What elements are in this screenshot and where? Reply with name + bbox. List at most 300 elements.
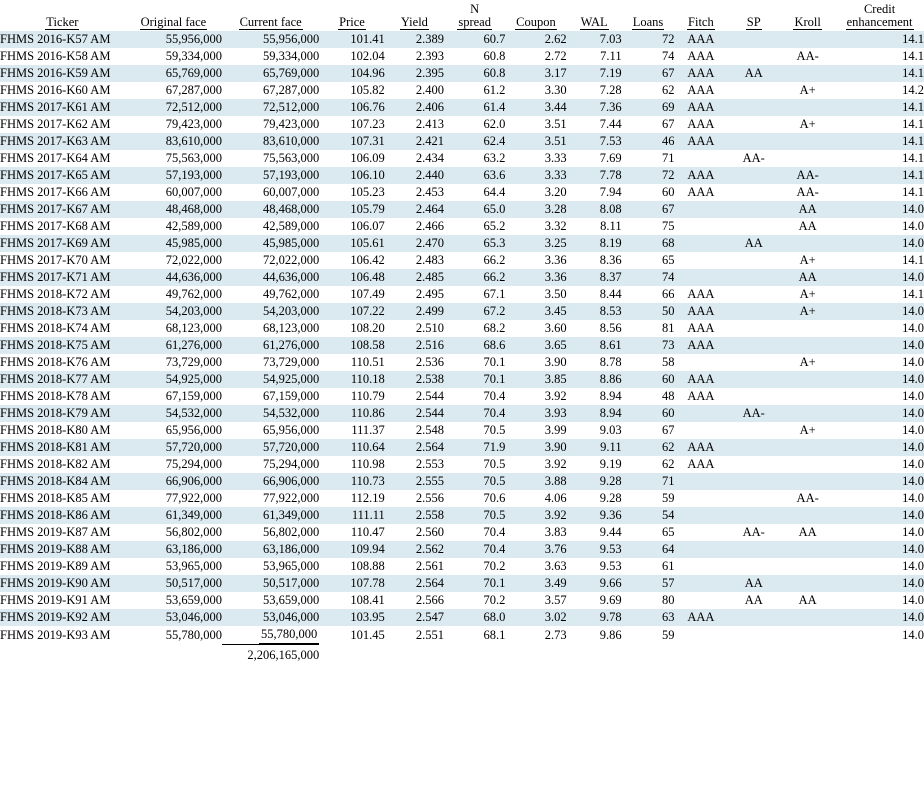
cell-original-face: 67,287,000 — [125, 82, 222, 99]
cell-sp — [727, 48, 780, 65]
cell-wal: 7.44 — [567, 116, 622, 133]
cell-sp — [727, 507, 780, 524]
cell-credit-enhancement: 14.1 — [835, 31, 924, 48]
cell-sp — [727, 201, 780, 218]
cell-yield: 2.440 — [385, 167, 444, 184]
cell-wal: 9.03 — [567, 422, 622, 439]
table-row[interactable] — [0, 235, 924, 252]
cell-loans: 65 — [622, 524, 675, 541]
total-spacer-original-face — [125, 645, 222, 666]
cell-current-face: 67,159,000 — [222, 388, 319, 405]
cell-fitch: AAA — [674, 167, 727, 184]
cell-coupon: 2.73 — [505, 626, 566, 644]
cell-yield: 2.389 — [385, 31, 444, 48]
cell-wal: 9.44 — [567, 524, 622, 541]
cell-loans: 46 — [622, 133, 675, 150]
cell-fitch: AAA — [674, 116, 727, 133]
total-spacer-price — [319, 645, 385, 666]
cell-yield: 2.499 — [385, 303, 444, 320]
cell-n-spread: 63.2 — [444, 150, 505, 167]
cell-sp — [727, 167, 780, 184]
cell-ticker: FHMS 2018-K78 AM — [0, 388, 125, 405]
cell-fitch — [674, 524, 727, 541]
cell-ticker: FHMS 2017-K69 AM — [0, 235, 125, 252]
table-row[interactable] — [0, 422, 924, 439]
table-row[interactable] — [0, 65, 924, 82]
cell-n-spread: 70.6 — [444, 490, 505, 507]
cell-fitch — [674, 592, 727, 609]
cell-yield: 2.400 — [385, 82, 444, 99]
cell-loans: 59 — [622, 626, 675, 644]
table-row[interactable] — [0, 150, 924, 167]
cell-price: 107.78 — [319, 575, 385, 592]
cell-sp: AA — [727, 235, 780, 252]
column-header-sp: SP — [746, 15, 761, 29]
cell-price: 111.11 — [319, 507, 385, 524]
cell-credit-enhancement: 14.0 — [835, 218, 924, 235]
cell-current-face: 53,659,000 — [222, 592, 319, 609]
column-header-kroll: Kroll — [794, 15, 821, 29]
cell-n-spread: 61.4 — [444, 99, 505, 116]
table-row[interactable] — [0, 575, 924, 592]
cell-sp: AA — [727, 575, 780, 592]
cell-current-face: 72,022,000 — [222, 252, 319, 269]
cell-credit-enhancement: 14.1 — [835, 65, 924, 82]
cell-fitch: AAA — [674, 609, 727, 626]
cell-wal: 8.61 — [567, 337, 622, 354]
cell-loans: 66 — [622, 286, 675, 303]
cell-yield: 2.560 — [385, 524, 444, 541]
cell-price: 106.09 — [319, 150, 385, 167]
cell-kroll — [780, 337, 835, 354]
cell-price: 110.73 — [319, 473, 385, 490]
cell-ticker: FHMS 2017-K62 AM — [0, 116, 125, 133]
cell-wal: 8.19 — [567, 235, 622, 252]
cell-price: 110.86 — [319, 405, 385, 422]
table-row[interactable] — [0, 320, 924, 337]
table-row[interactable] — [0, 31, 924, 48]
cell-current-face: 73,729,000 — [222, 354, 319, 371]
table-row[interactable] — [0, 439, 924, 456]
column-header-original-face: Original face — [140, 15, 207, 29]
cell-credit-enhancement: 14.0 — [835, 507, 924, 524]
column-header-ticker: Ticker — [46, 15, 79, 29]
cell-fitch: AAA — [674, 286, 727, 303]
cell-original-face: 55,956,000 — [125, 31, 222, 48]
cell-original-face: 49,762,000 — [125, 286, 222, 303]
cell-ticker: FHMS 2019-K92 AM — [0, 609, 125, 626]
cell-sp — [727, 116, 780, 133]
cell-loans: 72 — [622, 167, 675, 184]
cell-fitch: AAA — [674, 82, 727, 99]
cell-yield: 2.553 — [385, 456, 444, 473]
cell-current-face: 49,762,000 — [222, 286, 319, 303]
cell-original-face: 45,985,000 — [125, 235, 222, 252]
cell-coupon: 3.36 — [505, 269, 566, 286]
cell-kroll: AA — [780, 269, 835, 286]
table-row[interactable] — [0, 116, 924, 133]
table-row[interactable] — [0, 133, 924, 150]
cell-wal: 8.44 — [567, 286, 622, 303]
cell-loans: 48 — [622, 388, 675, 405]
cell-original-face: 44,636,000 — [125, 269, 222, 286]
cell-sp — [727, 99, 780, 116]
cell-ticker: FHMS 2017-K68 AM — [0, 218, 125, 235]
cell-fitch: AAA — [674, 133, 727, 150]
cell-price: 108.41 — [319, 592, 385, 609]
cell-credit-enhancement: 14.1 — [835, 286, 924, 303]
table-row[interactable] — [0, 167, 924, 184]
cell-coupon: 3.99 — [505, 422, 566, 439]
cell-yield: 2.393 — [385, 48, 444, 65]
cell-wal: 8.11 — [567, 218, 622, 235]
cell-current-face: 53,965,000 — [222, 558, 319, 575]
cell-n-spread: 60.8 — [444, 48, 505, 65]
cell-n-spread: 65.0 — [444, 201, 505, 218]
cell-kroll — [780, 558, 835, 575]
cell-original-face: 59,334,000 — [125, 48, 222, 65]
cell-current-face: 57,720,000 — [222, 439, 319, 456]
cell-loans: 69 — [622, 99, 675, 116]
cell-wal: 9.11 — [567, 439, 622, 456]
cell-fitch: AAA — [674, 388, 727, 405]
cell-sp — [727, 626, 780, 644]
cell-n-spread: 61.2 — [444, 82, 505, 99]
cell-coupon: 3.25 — [505, 235, 566, 252]
cell-coupon: 2.72 — [505, 48, 566, 65]
cell-n-spread: 70.2 — [444, 592, 505, 609]
cell-wal: 8.53 — [567, 303, 622, 320]
cell-yield: 2.406 — [385, 99, 444, 116]
cell-kroll: AA- — [780, 167, 835, 184]
cell-kroll: AA- — [780, 48, 835, 65]
cell-loans: 71 — [622, 150, 675, 167]
cell-ticker: FHMS 2018-K73 AM — [0, 303, 125, 320]
column-header-yield: Yield — [400, 15, 428, 29]
cell-n-spread: 67.1 — [444, 286, 505, 303]
table-row[interactable] — [0, 541, 924, 558]
total-current-face: 2,206,165,000 — [222, 645, 319, 666]
cell-price: 105.23 — [319, 184, 385, 201]
cell-price: 106.07 — [319, 218, 385, 235]
cell-sp — [727, 184, 780, 201]
cell-yield: 2.561 — [385, 558, 444, 575]
cell-sp — [727, 490, 780, 507]
cell-sp — [727, 473, 780, 490]
cell-fitch: AAA — [674, 48, 727, 65]
cell-credit-enhancement: 14.1 — [835, 150, 924, 167]
cell-fitch — [674, 422, 727, 439]
cell-current-face: 44,636,000 — [222, 269, 319, 286]
cell-credit-enhancement: 14.0 — [835, 269, 924, 286]
table-row[interactable] — [0, 456, 924, 473]
table-row[interactable] — [0, 524, 924, 541]
cell-n-spread: 70.5 — [444, 422, 505, 439]
cell-loans: 62 — [622, 456, 675, 473]
cell-coupon: 3.36 — [505, 252, 566, 269]
cell-fitch — [674, 252, 727, 269]
cell-loans: 50 — [622, 303, 675, 320]
cell-current-face: 54,203,000 — [222, 303, 319, 320]
cell-price: 108.58 — [319, 337, 385, 354]
cell-loans: 67 — [622, 116, 675, 133]
cell-n-spread: 64.4 — [444, 184, 505, 201]
cell-coupon: 3.63 — [505, 558, 566, 575]
cell-fitch — [674, 541, 727, 558]
cell-original-face: 50,517,000 — [125, 575, 222, 592]
cell-original-face: 63,186,000 — [125, 541, 222, 558]
table-row[interactable] — [0, 218, 924, 235]
cell-kroll — [780, 439, 835, 456]
cell-wal: 9.78 — [567, 609, 622, 626]
cell-wal: 7.94 — [567, 184, 622, 201]
cell-original-face: 55,780,000 — [125, 626, 222, 644]
table-header-row — [0, 0, 924, 31]
cell-wal: 8.94 — [567, 405, 622, 422]
cell-n-spread: 62.0 — [444, 116, 505, 133]
cell-loans: 54 — [622, 507, 675, 524]
cell-ticker: FHMS 2017-K67 AM — [0, 201, 125, 218]
cell-coupon: 3.90 — [505, 354, 566, 371]
cell-original-face: 57,193,000 — [125, 167, 222, 184]
cell-current-face: 60,007,000 — [222, 184, 319, 201]
cell-credit-enhancement: 14.1 — [835, 133, 924, 150]
cell-sp — [727, 541, 780, 558]
cell-wal: 8.94 — [567, 388, 622, 405]
cell-fitch: AAA — [674, 371, 727, 388]
cell-original-face: 73,729,000 — [125, 354, 222, 371]
cell-price: 106.42 — [319, 252, 385, 269]
cell-price: 108.20 — [319, 320, 385, 337]
cell-loans: 67 — [622, 422, 675, 439]
cell-fitch — [674, 405, 727, 422]
total-spacer-ticker — [0, 645, 125, 666]
cell-credit-enhancement: 14.0 — [835, 405, 924, 422]
cell-credit-enhancement: 14.0 — [835, 558, 924, 575]
cell-n-spread: 70.4 — [444, 524, 505, 541]
cell-n-spread: 70.1 — [444, 371, 505, 388]
cell-ticker: FHMS 2018-K85 AM — [0, 490, 125, 507]
cell-kroll: AA- — [780, 490, 835, 507]
table-row[interactable] — [0, 48, 924, 65]
cell-price: 110.98 — [319, 456, 385, 473]
table-row[interactable] — [0, 388, 924, 405]
cell-fitch — [674, 575, 727, 592]
cell-original-face: 56,802,000 — [125, 524, 222, 541]
cell-fitch: AAA — [674, 31, 727, 48]
cell-credit-enhancement: 14.1 — [835, 184, 924, 201]
cell-kroll — [780, 320, 835, 337]
cell-wal: 7.36 — [567, 99, 622, 116]
table-row[interactable] — [0, 405, 924, 422]
cell-n-spread: 66.2 — [444, 269, 505, 286]
cell-current-face: 66,906,000 — [222, 473, 319, 490]
cell-coupon: 3.50 — [505, 286, 566, 303]
cell-kroll: A+ — [780, 354, 835, 371]
table-row[interactable] — [0, 184, 924, 201]
cell-loans: 74 — [622, 48, 675, 65]
cell-fitch — [674, 473, 727, 490]
cell-price: 104.96 — [319, 65, 385, 82]
total-spacer-loans — [622, 645, 675, 666]
cell-loans: 60 — [622, 184, 675, 201]
cell-yield: 2.562 — [385, 541, 444, 558]
cell-n-spread: 70.2 — [444, 558, 505, 575]
cell-price: 105.82 — [319, 82, 385, 99]
cell-ticker: FHMS 2018-K81 AM — [0, 439, 125, 456]
cell-price: 103.95 — [319, 609, 385, 626]
cell-price: 105.79 — [319, 201, 385, 218]
cell-wal: 9.53 — [567, 541, 622, 558]
cell-coupon: 3.83 — [505, 524, 566, 541]
cell-credit-enhancement: 14.0 — [835, 473, 924, 490]
cell-loans: 59 — [622, 490, 675, 507]
cell-original-face: 75,563,000 — [125, 150, 222, 167]
cell-current-face: 61,349,000 — [222, 507, 319, 524]
table-row[interactable] — [0, 82, 924, 99]
cell-kroll: AA — [780, 592, 835, 609]
cell-credit-enhancement: 14.1 — [835, 116, 924, 133]
cell-original-face: 54,532,000 — [125, 405, 222, 422]
cell-current-face: 59,334,000 — [222, 48, 319, 65]
cell-credit-enhancement: 14.0 — [835, 320, 924, 337]
cell-kroll: AA — [780, 218, 835, 235]
table-row[interactable] — [0, 626, 924, 644]
cell-n-spread: 68.1 — [444, 626, 505, 644]
cell-fitch: AAA — [674, 439, 727, 456]
cell-sp — [727, 286, 780, 303]
table-row[interactable] — [0, 507, 924, 524]
cell-ticker: FHMS 2017-K70 AM — [0, 252, 125, 269]
cell-credit-enhancement: 14.0 — [835, 626, 924, 644]
column-header-coupon: Coupon — [516, 15, 556, 29]
cell-kroll — [780, 507, 835, 524]
table-row[interactable] — [0, 592, 924, 609]
column-header-n-spread: N spread — [458, 2, 491, 29]
table-row[interactable] — [0, 201, 924, 218]
cell-credit-enhancement: 14.1 — [835, 48, 924, 65]
cell-wal: 8.86 — [567, 371, 622, 388]
cell-sp: AA — [727, 65, 780, 82]
cell-loans: 80 — [622, 592, 675, 609]
table-row[interactable] — [0, 99, 924, 116]
cell-fitch: AAA — [674, 303, 727, 320]
cell-loans: 57 — [622, 575, 675, 592]
column-header-fitch: Fitch — [688, 15, 714, 29]
cell-credit-enhancement: 14.0 — [835, 609, 924, 626]
cell-loans: 73 — [622, 337, 675, 354]
cell-fitch — [674, 354, 727, 371]
cell-sp — [727, 371, 780, 388]
table-row[interactable] — [0, 269, 924, 286]
table-row[interactable] — [0, 558, 924, 575]
cell-original-face: 66,906,000 — [125, 473, 222, 490]
cell-ticker: FHMS 2018-K72 AM — [0, 286, 125, 303]
table-row[interactable] — [0, 609, 924, 626]
cell-original-face: 61,276,000 — [125, 337, 222, 354]
cell-original-face: 54,203,000 — [125, 303, 222, 320]
cell-coupon: 3.02 — [505, 609, 566, 626]
cell-current-face: 72,512,000 — [222, 99, 319, 116]
cell-current-face: 42,589,000 — [222, 218, 319, 235]
cell-ticker: FHMS 2017-K65 AM — [0, 167, 125, 184]
cell-original-face: 65,956,000 — [125, 422, 222, 439]
table-row[interactable] — [0, 354, 924, 371]
cell-kroll — [780, 405, 835, 422]
cell-current-face: 45,985,000 — [222, 235, 319, 252]
cell-credit-enhancement: 14.0 — [835, 201, 924, 218]
cell-wal: 8.56 — [567, 320, 622, 337]
cell-yield: 2.413 — [385, 116, 444, 133]
cell-wal: 8.37 — [567, 269, 622, 286]
cell-coupon: 3.44 — [505, 99, 566, 116]
cell-wal: 7.19 — [567, 65, 622, 82]
cell-ticker: FHMS 2018-K86 AM — [0, 507, 125, 524]
cell-price: 106.76 — [319, 99, 385, 116]
total-spacer-kroll — [780, 645, 835, 666]
cell-wal: 9.53 — [567, 558, 622, 575]
cell-coupon: 3.65 — [505, 337, 566, 354]
cell-credit-enhancement: 14.0 — [835, 575, 924, 592]
cell-kroll: AA — [780, 524, 835, 541]
table-row[interactable] — [0, 303, 924, 320]
cell-price: 105.61 — [319, 235, 385, 252]
cell-n-spread: 66.2 — [444, 252, 505, 269]
cell-wal: 9.86 — [567, 626, 622, 644]
cell-kroll: AA — [780, 201, 835, 218]
cell-ticker: FHMS 2018-K77 AM — [0, 371, 125, 388]
cell-loans: 72 — [622, 31, 675, 48]
cell-original-face: 61,349,000 — [125, 507, 222, 524]
table-row[interactable] — [0, 286, 924, 303]
cell-credit-enhancement: 14.0 — [835, 388, 924, 405]
cell-credit-enhancement: 14.0 — [835, 541, 924, 558]
cell-ticker: FHMS 2019-K90 AM — [0, 575, 125, 592]
column-header-credit-enhancement: Credit enhancement — [846, 2, 913, 29]
cell-sp — [727, 354, 780, 371]
cell-coupon: 3.90 — [505, 439, 566, 456]
cell-sp: AA- — [727, 405, 780, 422]
table-row[interactable] — [0, 337, 924, 354]
cell-yield: 2.555 — [385, 473, 444, 490]
cell-sp — [727, 269, 780, 286]
cell-price: 107.31 — [319, 133, 385, 150]
cell-kroll — [780, 575, 835, 592]
cell-original-face: 42,589,000 — [125, 218, 222, 235]
cell-loans: 62 — [622, 439, 675, 456]
cell-yield: 2.421 — [385, 133, 444, 150]
cell-ticker: FHMS 2018-K80 AM — [0, 422, 125, 439]
cell-kroll: A+ — [780, 252, 835, 269]
cell-current-face: 79,423,000 — [222, 116, 319, 133]
cell-ticker: FHMS 2016-K58 AM — [0, 48, 125, 65]
cell-ticker: FHMS 2019-K91 AM — [0, 592, 125, 609]
cell-coupon: 3.88 — [505, 473, 566, 490]
cell-price: 111.37 — [319, 422, 385, 439]
cell-sp — [727, 337, 780, 354]
total-spacer-n-spread — [444, 645, 505, 666]
table-row[interactable] — [0, 473, 924, 490]
cell-original-face: 67,159,000 — [125, 388, 222, 405]
cell-current-face: 75,294,000 — [222, 456, 319, 473]
table-row[interactable] — [0, 252, 924, 269]
table-row[interactable] — [0, 371, 924, 388]
cell-coupon: 3.17 — [505, 65, 566, 82]
cell-yield: 2.566 — [385, 592, 444, 609]
cell-yield: 2.516 — [385, 337, 444, 354]
cell-fitch: AAA — [674, 99, 727, 116]
table-row[interactable] — [0, 490, 924, 507]
